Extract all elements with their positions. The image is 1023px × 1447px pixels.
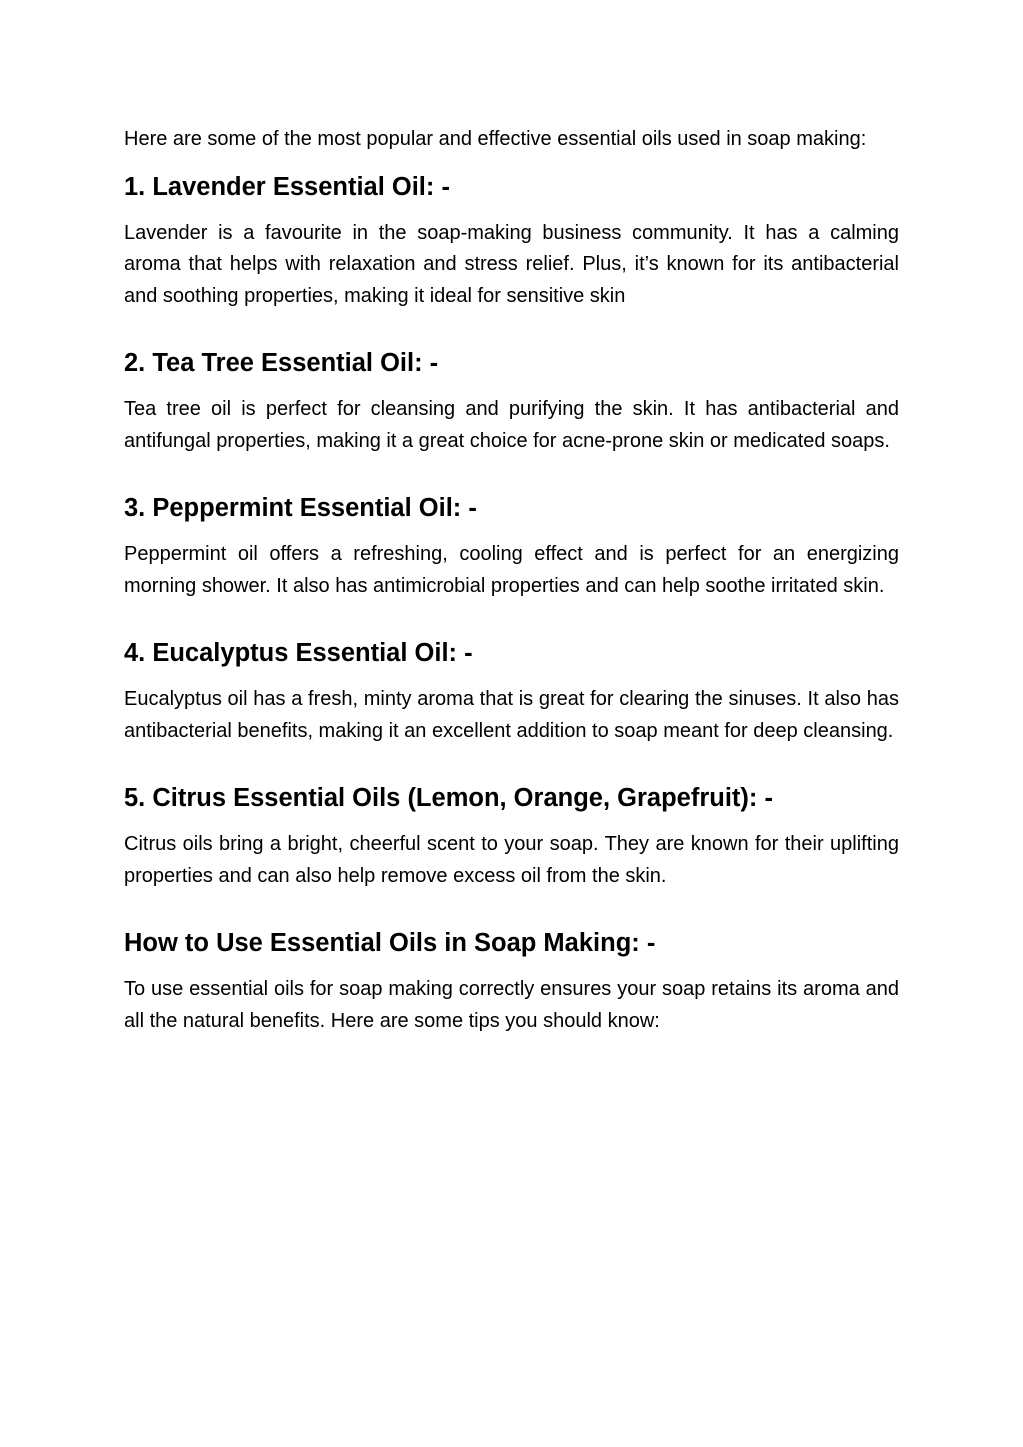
intro-paragraph: Here are some of the most popular and effective essential oils used in soap making: [124,128,867,150]
section-how-to-use [124,926,899,1037]
section-heading: 4. Eucalyptus Essential Oil: - [124,639,473,667]
section-heading: 1. Lavender Essential Oil: - [124,172,450,201]
document-page [124,124,899,1037]
section-heading: 5. Citrus Essential Oils (Lemon, Orange, Grapefruit): - [124,784,773,812]
section-body: Peppermint oil offers a refreshing, cooling effect and is perfect for an energizing morning shower. It also has antimicrobial properties and can help soothe irritated skin. [124,543,899,597]
section-tea-tree [124,346,899,457]
section-lavender [124,170,899,313]
section-heading: How to Use Essential Oils in Soap Making: - [124,929,656,957]
section-heading: 2. Tea Tree Essential Oil: - [124,349,439,377]
section-peppermint [124,491,899,602]
section-body: To use essential oils for soap making correctly ensures your soap retains its aroma and all the natural benefits. Here are some tips you should know: [124,978,899,1032]
section-eucalyptus [124,636,899,747]
section-body: Eucalyptus oil has a fresh, minty aroma that is great for clearing the sinuses. It also has antibacterial benefits, making it an excellent addition to soap meant for deep cleansing. [124,688,899,742]
section-citrus [124,781,899,892]
section-body: Tea tree oil is perfect for cleansing and purifying the skin. It has antibacterial and antifungal properties, making it a great choice for acne-prone skin or medicated soaps. [124,398,899,452]
section-body: Lavender is a favourite in the soap-making business community. It has a calming aroma that helps with relaxation and stress relief. Plus, it’s known for its antibacterial and soothing properties, making it ideal for sensitive skin [124,221,899,307]
section-heading: 3. Peppermint Essential Oil: - [124,494,477,522]
section-body: Citrus oils bring a bright, cheerful scent to your soap. They are known for their uplifting properties and can also help remove excess oil from the skin. [124,833,899,887]
